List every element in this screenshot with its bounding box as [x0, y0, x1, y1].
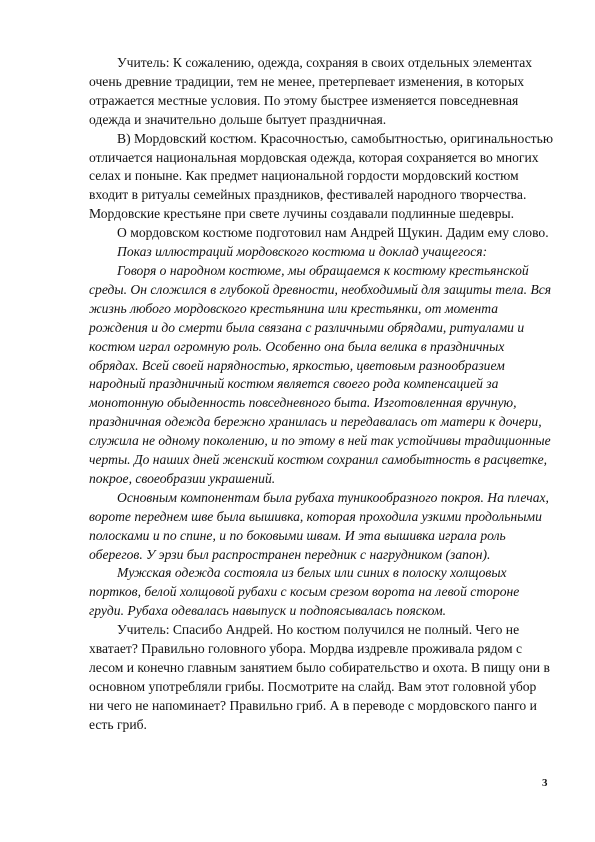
paragraph-teacher-headwear: Учитель: Спасибо Андрей. Но костюм получился не полный. Чего не хватает? Правильно головного убора. Мордва издревле проживала рядом с лесом и конечно главным занятием было собирательство и охота. В пищу они в основном употребляли грибы. Посмотрите на слайд. Вам этот головной убор ни чего не напоминает? Правильно гриб. А в переводе с мордовского панго и есть гриб.	[89, 622, 550, 732]
paragraph-teacher-intro: Учитель: К сожалению, одежда, сохраняя в своих отдельных элементах очень древние традиции, тем не менее, претерпевает изменения, в которых отражается местные условия. По этому быстрее изменяется повседневная одежда и значительно дольше бытует праздничная.	[89, 55, 533, 127]
paragraph-mens-clothing: Мужская одежда состояла из белых или синих в полоску холщовых портков, белой холщовой рубахи с косым срезом ворота на левой стороне груди. Рубаха одевалась навыпуск и подпоясывалась пояском.	[89, 565, 520, 619]
paragraph-folk-costume-report: Говоря о народном костюме, мы обращаемся к костюму крестьянской среды. Он сложился в глубокой древности, необходимый для защиты тела. Вся жизнь любого мордовского крестьянина или крестьянки, от момента рождения и до смерти была связана с различными обрядами, ритуалами и костюм играл огромную роль. Особенно она была велика в праздничных обрядах. Всей своей нарядностью, яркостью, цветовым разнообразием народный праздничный костюм является своего рода компенсацией за монотонную обыденность повседневного быта. Изготовленная вручную, праздничная одежда бережно хранилась и передавалась от матери к дочери, служила не одному поколению, и по этому в ней так устойчивы традиционные черты. До наших дней женский костюм сохранил самобытность в расцветке, покрое, своеобразии украшений.	[89, 262, 552, 486]
paragraph-mordovian-costume: В) Мордовский костюм. Красочностью, самобытностью, оригинальностью отличается национальная мордовская одежда, которая сохраняется во многих селах и поныне. Как предмет национальной гордости мордовский костюм входит в ритуалы семейных праздников, фестивалей народного творчества. Мордовские крестьяне при свете лучины создавали подлинные шедевры.	[89, 130, 553, 222]
paragraph-illustration-note: Показ иллюстраций мордовского костюма и доклад учащегося:	[117, 244, 488, 260]
page-number: 3	[542, 777, 548, 789]
paragraph-shirt-description: Основным компонентам была рубаха туникообразного покроя. На плечах, вороте переднем шве была вышивка, которая проходила узкими продольными полосками и по спине, и по боковыми швам. И эта вышивка играла роль оберегов. У эрзи был распространен передник с нагрудником (запон).	[89, 489, 549, 562]
paragraph-speaker-intro: О мордовском костюме подготовил нам Андрей Щукин. Дадим ему слово.	[117, 225, 549, 241]
document-body	[89, 54, 553, 735]
